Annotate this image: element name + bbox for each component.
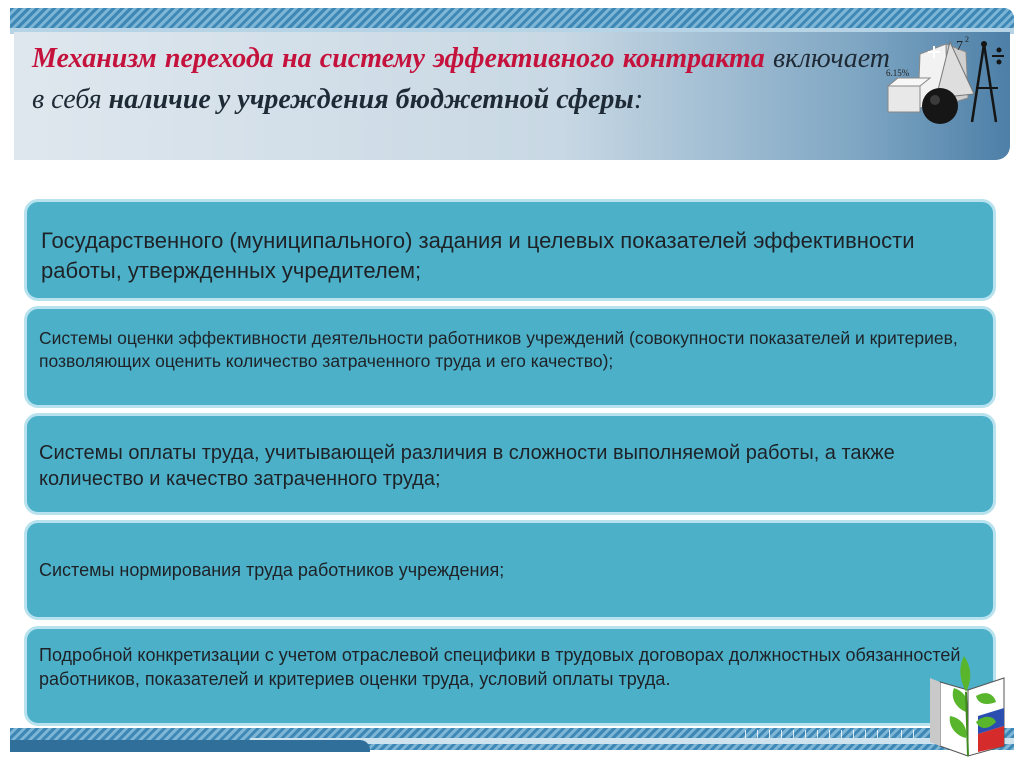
item-text-2: Системы оценки эффективности деятельности работников учреждений (совокупности показателей и критериев, позволяющих оценить количество затраченного труда и его качество); — [39, 328, 958, 371]
item-text-3: Системы оплаты труда, учитывающей различия в сложности выполняемой работы, а также количество и качество затраченного труда; — [39, 442, 895, 490]
top-decorative-band — [10, 8, 1014, 28]
geometry-shapes-icon — [880, 34, 1006, 130]
slide-title — [32, 38, 890, 120]
union-book-leaves-logo — [920, 652, 1016, 764]
percent-label: 6.15% — [886, 68, 910, 78]
item-box-5 — [24, 626, 996, 726]
item-box-4 — [24, 520, 996, 620]
item-box-1 — [24, 199, 996, 301]
title-part2: включает в себя — [32, 43, 891, 115]
exponent-label: 2 — [965, 35, 969, 44]
title-part4: : — [633, 84, 644, 115]
item-text-5: Подробной конкретизации с учетом отраслевой специфики в трудовых договорах должностных обязанностей работников, показателей и критериев оценки труда, условий оплаты труда. — [39, 645, 961, 689]
item-text-4: Системы нормирования труда работников учреждения; — [39, 560, 505, 580]
item-box-3 — [24, 413, 996, 515]
title-part3: наличие у учреждения бюджетной сферы — [108, 84, 634, 115]
bottom-dark-stripe — [10, 740, 370, 752]
seven-label: 7 — [956, 39, 963, 54]
item-box-2 — [24, 306, 996, 408]
title-part1: Механизм перехода на систему эффективного контракта — [32, 43, 765, 74]
item-text-1: Государственного (муниципального) задания и целевых показателей эффективности работы, утвержденных учредителем; — [41, 228, 915, 283]
bottom-ruler-ticks — [745, 730, 920, 738]
